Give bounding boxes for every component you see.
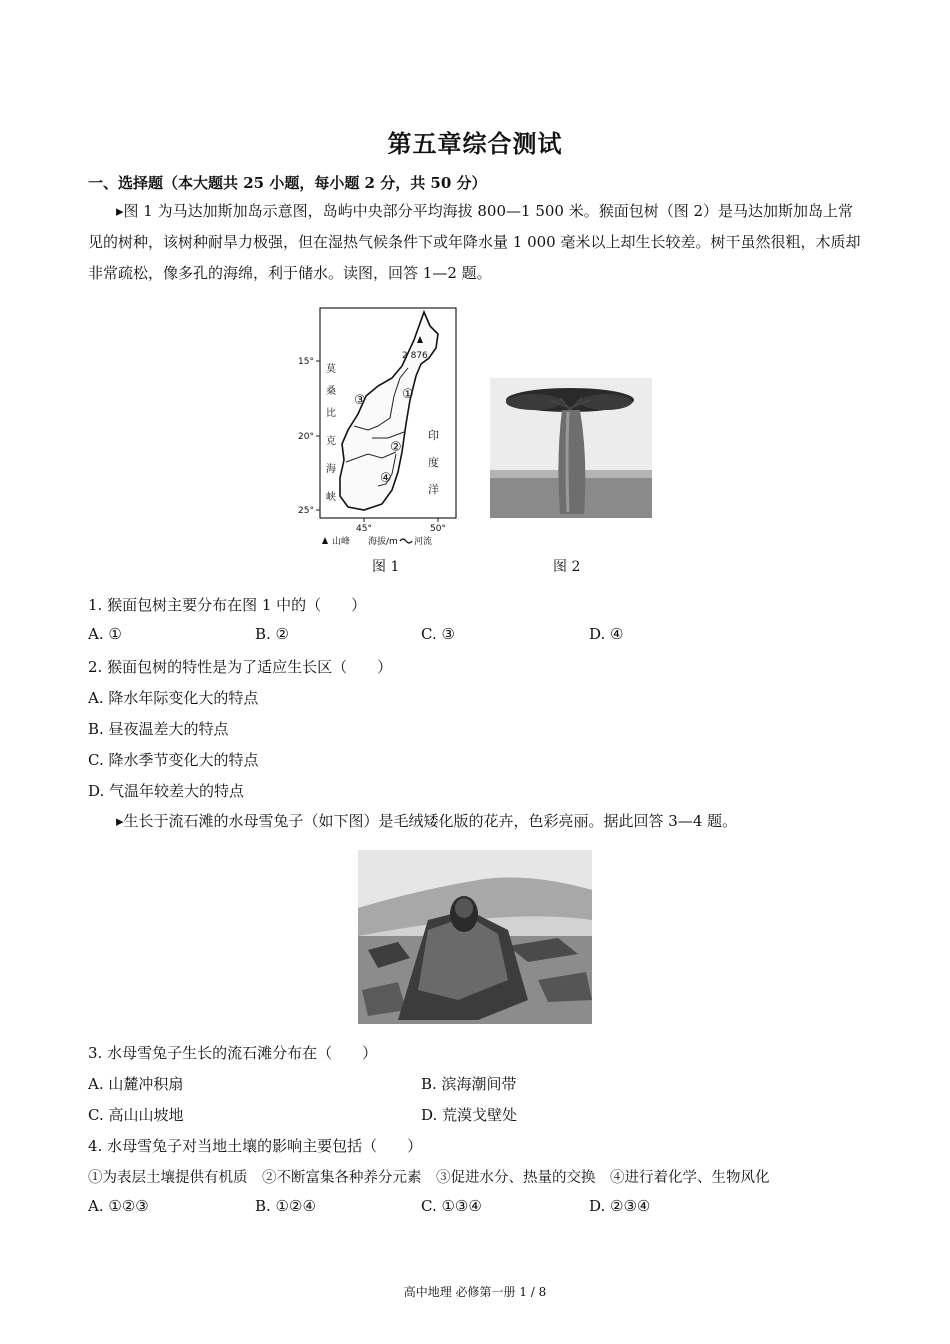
latitude-15-label: 15° — [298, 357, 314, 367]
baobab-tree-image — [490, 378, 652, 518]
region-4-label: ④ — [380, 471, 392, 486]
question-2: 2. 猴面包树的特性是为了适应生长区（ ） — [88, 658, 393, 676]
q3-option-b[interactable]: B. 滨海潮间带 — [421, 1075, 517, 1093]
strait-char: 克 — [326, 436, 336, 447]
q3-option-a[interactable]: A. 山麓冲积扇 — [88, 1075, 184, 1093]
strait-char: 比 — [326, 408, 336, 419]
strait-char: 海 — [326, 464, 336, 475]
question-4: 4. 水母雪兔子对当地土壤的影响主要包括（ ） — [88, 1137, 423, 1155]
region-2-label: ② — [390, 440, 402, 455]
river-legend-icon — [400, 539, 412, 543]
q1-option-a[interactable]: A. ① — [88, 625, 122, 643]
strait-char: 峡 — [326, 492, 336, 503]
legend-river-label: 河流 — [414, 537, 433, 547]
legend-altitude-label: 海拔/m — [368, 537, 398, 547]
intro-paragraph-1: ▸图 1 为马达加斯加岛示意图，岛屿中央部分平均海拔 800—1 500 米。猴面包树（图 2）是马达加斯加岛上常见的树种，该树种耐旱力极强，但在湿热气候条件下或年降水量 1 000 毫米以上却生长较差。树干虽然很粗，木质却非常疏松，像多孔的海绵，利于储水。读图，回答 1—2 题。 — [88, 202, 861, 282]
madagascar-map — [296, 304, 460, 550]
q2-option-a[interactable]: A. 降水年际变化大的特点 — [88, 689, 259, 707]
page-footer: 高中地理 必修第一册 1 / 8 — [403, 1285, 547, 1299]
legend-peak-label: 山峰 — [332, 537, 351, 547]
q1-option-c[interactable]: C. ③ — [421, 625, 455, 643]
longitude-50-label: 50° — [430, 524, 446, 534]
ocean-char: 度 — [428, 456, 439, 469]
strait-char: 莫 — [326, 364, 336, 375]
q3-option-d[interactable]: D. 荒漠戈壁处 — [421, 1106, 518, 1124]
q3-option-c[interactable]: C. 高山山坡地 — [88, 1106, 184, 1124]
strait-char: 桑 — [326, 386, 336, 397]
figure-1-caption: 图 1 — [372, 559, 400, 575]
peak-elevation-label: 2 876 — [402, 351, 428, 361]
q2-option-d[interactable]: D. 气温年较差大的特点 — [88, 782, 245, 800]
snow-lotus-photo — [358, 850, 592, 1024]
q4-option-d[interactable]: D. ②③④ — [589, 1197, 651, 1215]
region-3-label: ③ — [354, 393, 366, 408]
peak-legend-icon — [322, 537, 328, 544]
q1-option-d[interactable]: D. ④ — [589, 625, 624, 643]
longitude-45-label: 45° — [356, 524, 372, 534]
q4-option-c[interactable]: C. ①③④ — [421, 1197, 482, 1215]
latitude-25-label: 25° — [298, 506, 314, 516]
section-heading: 一、选择题（本大题共 25 小题，每小题 2 分，共 50 分） — [88, 174, 487, 192]
q4-option-a[interactable]: A. ①②③ — [88, 1197, 149, 1215]
page-title: 第五章综合测试 — [387, 129, 563, 158]
region-1-label: ① — [402, 387, 414, 402]
ocean-char: 洋 — [428, 483, 439, 496]
latitude-20-label: 20° — [298, 432, 314, 442]
q2-option-b[interactable]: B. 昼夜温差大的特点 — [88, 720, 229, 738]
q4-statements: ①为表层土壤提供有机质 ②不断富集各种养分元素 ③促进水分、热量的交换 ④进行着化学、生物风化 — [88, 1170, 770, 1186]
q1-option-b[interactable]: B. ② — [255, 625, 290, 643]
figure-2-caption: 图 2 — [553, 559, 581, 575]
intro-paragraph-2: ▸生长于流石滩的水母雪兔子（如下图）是毛绒矮化版的花卉，色彩亮丽。据此回答 3—4 题。 — [116, 812, 738, 830]
question-3: 3. 水母雪兔子生长的流石滩分布在（ ） — [88, 1044, 378, 1062]
q4-option-b[interactable]: B. ①②④ — [255, 1197, 316, 1215]
q2-option-c[interactable]: C. 降水季节变化大的特点 — [88, 751, 259, 769]
ocean-char: 印 — [428, 429, 439, 442]
question-1: 1. 猴面包树主要分布在图 1 中的（ ） — [88, 596, 367, 614]
